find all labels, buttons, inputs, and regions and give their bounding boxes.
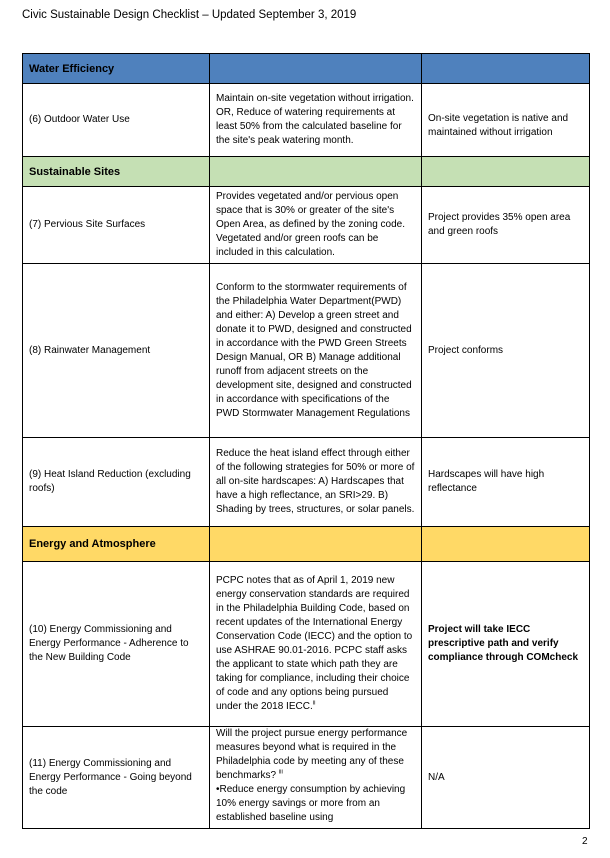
section-label: Water Efficiency: [23, 54, 210, 84]
section-label: Sustainable Sites: [23, 157, 210, 187]
row-requirement: Provides vegetated and/or pervious open space that is 30% or greater of the site's Open Area, as defined by the zoning code. Vegetated and/or green roofs can be included in this calculation.: [210, 187, 422, 264]
page-number: 2: [582, 836, 588, 847]
requirement-text: PCPC notes that as of April 1, 2019 new energy conservation standards are required in the Philadelphia Building Code, based on recent updates of the International Energy Conservation Code (IECC) and the option to use ASHRAE 90.01-2016. PCPC staff asks the applicant to state which path they are taking for compliance, including their choice of code and any options being pursued under the 2018 IECC.: [216, 575, 413, 712]
endnote-marker: ii: [312, 700, 316, 707]
section-header-water-efficiency: [23, 54, 590, 84]
row-label: (11) Energy Commissioning and Energy Performance - Going beyond the code: [23, 727, 210, 829]
row-response: Hardscapes will have high reflectance: [422, 438, 590, 527]
row-requirement: Maintain on-site vegetation without irrigation. OR, Reduce of watering requirements at least 50% from the calculated baseline for the site's peak watering month.: [210, 84, 422, 157]
row-response: Project provides 35% open area and green roofs: [422, 187, 590, 264]
row-response: N/A: [422, 727, 590, 829]
row-requirement: Conform to the stormwater requirements of the Philadelphia Water Department(PWD) and either: A) Develop a green street and donate it to PWD, designed and constructed in accordance with the PWD Green Streets Design Manual, OR B) Manage additional runoff from adjacent streets on the development site, designed and constructed in accordance with specifications of the PWD Stormwater Management Regulations: [210, 264, 422, 438]
section-header-sustainable-sites: [23, 157, 590, 187]
section-fill: [210, 527, 422, 562]
table-row-pervious-site-surfaces: [23, 187, 590, 264]
table-row-outdoor-water-use: [23, 84, 590, 157]
row-label: (9) Heat Island Reduction (excluding roofs): [23, 438, 210, 527]
requirement-bullet: •Reduce energy consumption by achieving 10% energy savings or more from an established baseline using: [216, 784, 406, 823]
section-header-energy-and-atmosphere: [23, 527, 590, 562]
checklist-table: [22, 53, 590, 829]
endnote-marker: iii: [278, 769, 283, 776]
row-label: (10) Energy Commissioning and Energy Performance - Adherence to the New Building Code: [23, 562, 210, 727]
section-fill: [210, 157, 422, 187]
table-row-energy-beyond-code: [23, 727, 590, 829]
table-row-energy-adherence: [23, 562, 590, 727]
row-requirement: Reduce the heat island effect through either of the following strategies for 50% or more of all on-site hardscapes: A) Hardscapes that have a high reflectance, an SRI>29. B) Shading by trees, structures, or solar panels.: [210, 438, 422, 527]
row-requirement: [210, 562, 422, 727]
section-fill: [422, 157, 590, 187]
table-row-heat-island-reduction: [23, 438, 590, 527]
section-fill: [422, 54, 590, 84]
document-title: Civic Sustainable Design Checklist – Updated September 3, 2019: [22, 9, 357, 21]
table-row-rainwater-management: [23, 264, 590, 438]
row-response: Project conforms: [422, 264, 590, 438]
row-label: (8) Rainwater Management: [23, 264, 210, 438]
row-requirement: [210, 727, 422, 829]
requirement-text: Will the project pursue energy performance measures beyond what is required in the Philadelphia code by meeting any of these benchmarks?: [216, 728, 408, 781]
row-label: (7) Pervious Site Surfaces: [23, 187, 210, 264]
row-response: Project will take IECC prescriptive path and verify compliance through COMcheck: [422, 562, 590, 727]
section-label: Energy and Atmosphere: [23, 527, 210, 562]
section-fill: [422, 527, 590, 562]
section-fill: [210, 54, 422, 84]
row-label: (6) Outdoor Water Use: [23, 84, 210, 157]
row-response: On-site vegetation is native and maintained without irrigation: [422, 84, 590, 157]
